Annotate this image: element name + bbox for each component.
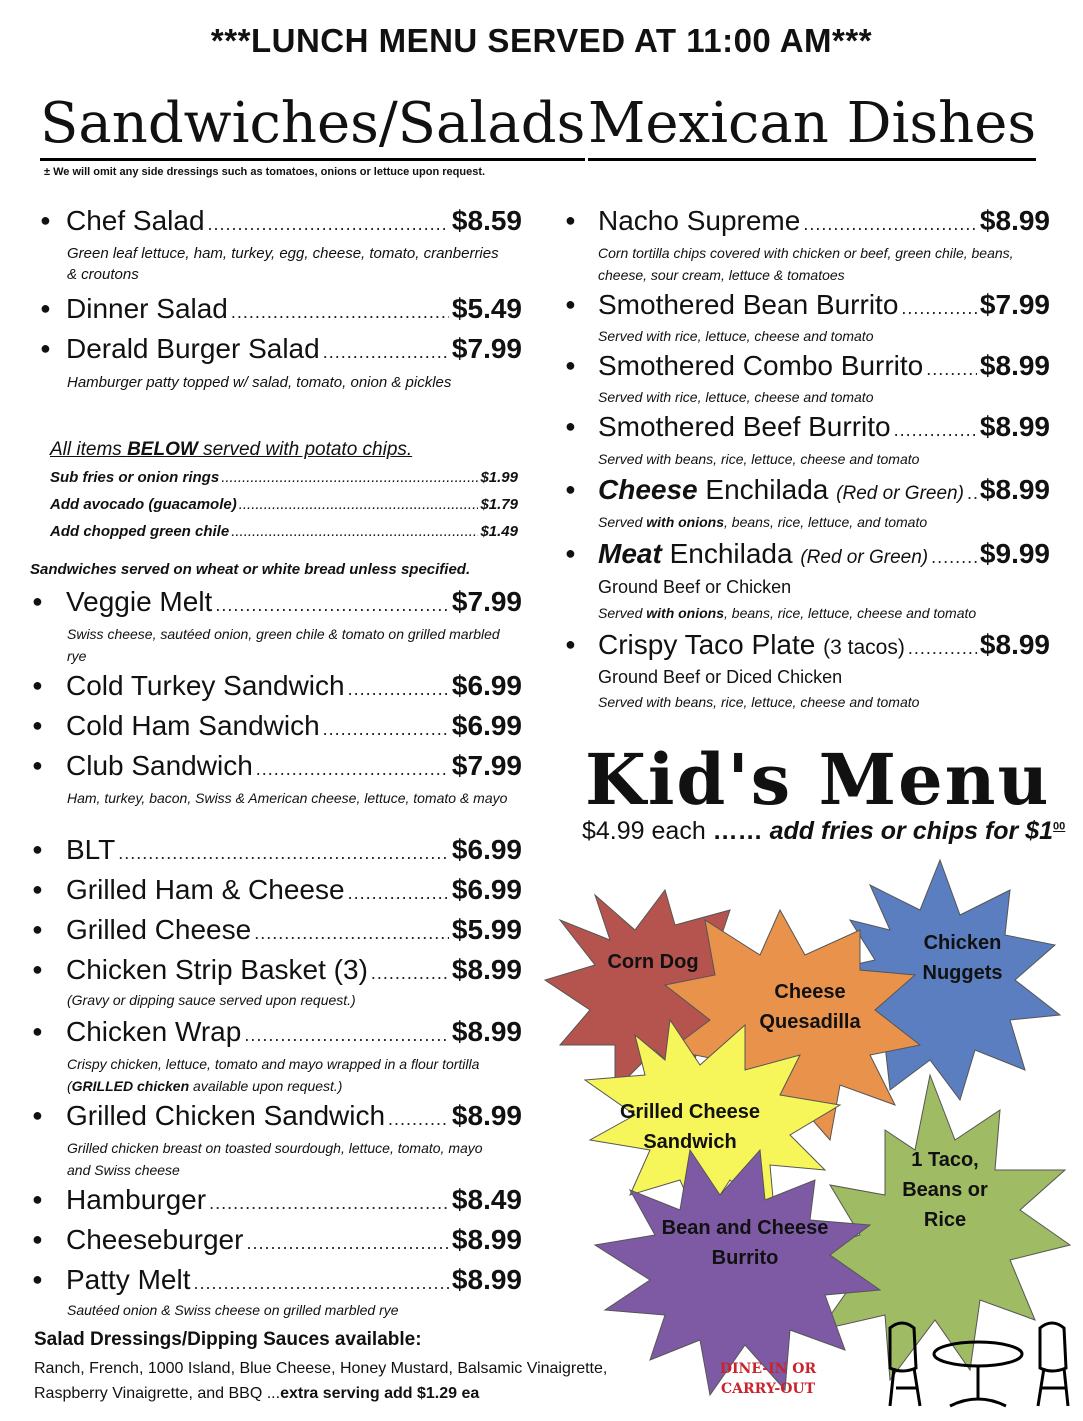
bullet-icon: ● <box>565 355 576 375</box>
item-name: Smothered Beef Burrito <box>598 411 891 442</box>
item-name: Smothered Bean Burrito <box>598 289 899 320</box>
item-name: Grilled Cheese <box>66 914 252 945</box>
item-name: Chicken Strip Basket (3) <box>66 954 368 985</box>
item-price: $8.99 <box>979 474 1050 505</box>
bullet-icon: ● <box>32 755 43 775</box>
item-subtitle: Ground Beef or Diced Chicken <box>598 667 843 687</box>
menu-item <box>32 586 522 618</box>
bullet-icon: ● <box>32 715 43 735</box>
item-price: $8.99 <box>979 205 1050 236</box>
item-description: Hamburger patty topped w/ salad, tomato, onion & pickles <box>67 374 452 391</box>
menu-item <box>32 954 522 986</box>
menu-item <box>32 1264 522 1296</box>
item-price: $6.99 <box>451 874 522 905</box>
item-price: $5.99 <box>451 914 522 945</box>
menu-item <box>32 1016 522 1048</box>
item-description: Green leaf lettuce, ham, turkey, egg, cheese, tomato, cranberries & croutons <box>67 245 499 283</box>
item-name: Cold Turkey Sandwich <box>66 670 345 701</box>
item-price: $6.99 <box>451 670 522 701</box>
burst-label: Bean and Cheese Burrito <box>661 1217 829 1269</box>
item-description: Served with beans, rice, lettuce, cheese and tomato <box>598 694 920 710</box>
item-name: Veggie Melt <box>66 586 213 617</box>
item-price: $7.99 <box>451 586 522 617</box>
item-name: Crispy Taco Plate (3 tacos) <box>598 629 905 660</box>
item-name: Meat Enchilada (Red or Green) <box>598 538 929 569</box>
item-price: $8.99 <box>451 1100 522 1131</box>
menu-item <box>32 710 522 742</box>
menu-item <box>565 538 1050 570</box>
sandwiches-heading: Sandwiches/Salads <box>40 92 585 161</box>
menu-item <box>32 750 522 782</box>
menu-item <box>32 670 522 702</box>
item-description: (Gravy or dipping sauce served upon request.) <box>67 992 356 1008</box>
item-price: $8.99 <box>451 954 522 985</box>
item-description: Ham, turkey, bacon, Swiss & American cheese, lettuce, tomato & mayo <box>67 790 508 806</box>
item-description: Served with rice, lettuce, cheese and tomato <box>598 389 874 405</box>
menu-item <box>32 1224 522 1256</box>
mexican-heading: Mexican Dishes <box>588 92 1036 161</box>
burst-label: Grilled Cheese Sandwich <box>619 1101 761 1153</box>
item-description: Served with beans, rice, lettuce, cheese and tomato <box>598 451 920 467</box>
item-name: Chef Salad <box>66 205 205 236</box>
bullet-icon: ● <box>40 210 51 230</box>
item-name: Chicken Wrap <box>66 1016 242 1047</box>
bullet-icon: ● <box>32 959 43 979</box>
item-name: Grilled Ham & Cheese <box>66 874 345 905</box>
menu-item <box>565 205 1050 237</box>
item-name: BLT <box>66 834 116 865</box>
bullet-icon: ● <box>32 675 43 695</box>
burst-label: Cheese Quesadilla <box>759 981 861 1033</box>
item-price: $8.99 <box>979 411 1050 442</box>
item-price: $5.49 <box>451 293 522 324</box>
bullet-icon: ● <box>32 839 43 859</box>
menu-item <box>565 289 1050 321</box>
bullet-icon: ● <box>40 338 51 358</box>
item-name: Smothered Combo Burrito <box>598 350 924 381</box>
bread-note: Sandwiches served on wheat or white bread unless specified. <box>30 561 471 578</box>
item-name: Grilled Chicken Sandwich <box>66 1100 386 1131</box>
bullet-icon: ● <box>32 1269 43 1289</box>
omit-note: ± We will omit any side dressings such as tomatoes, onions or lettuce upon request. <box>44 166 486 178</box>
dressings-list: Ranch, French, 1000 Island, Blue Cheese, Honey Mustard, Balsamic Vinaigrette, Raspberry Vinaigrette, and BBQ ...extra serving add $1.29 ea <box>34 1360 608 1402</box>
menu-item <box>565 350 1050 382</box>
lunch-banner: ***LUNCH MENU SERVED AT 11:00 AM*** <box>210 22 873 59</box>
bullet-icon: ● <box>40 298 51 318</box>
bullet-icon: ● <box>32 1021 43 1041</box>
item-description: Swiss cheese, sautéed onion, green chile & tomato on grilled marbled rye <box>67 626 500 664</box>
item-description: Served with onions, beans, rice, lettuce, and tomato <box>598 514 928 530</box>
item-price: $9.99 <box>979 538 1050 569</box>
menu-item <box>32 1184 522 1216</box>
bullet-icon: ● <box>32 1189 43 1209</box>
burst-label: 1 Taco, Beans or Rice <box>902 1149 988 1231</box>
burst-label: Chicken Nuggets <box>922 932 1003 984</box>
item-name: Dinner Salad <box>66 293 228 324</box>
menu-item <box>565 411 1050 443</box>
menu-item <box>40 205 522 237</box>
menu-item <box>32 1100 522 1132</box>
addon-row: Add avocado (guacamole) ..... $1.79 <box>50 496 518 513</box>
menu-item <box>40 293 522 325</box>
item-price: $8.99 <box>451 1016 522 1047</box>
bullet-icon: ● <box>32 1105 43 1125</box>
item-price: $8.49 <box>451 1184 522 1215</box>
menu-item <box>565 474 1050 506</box>
bullet-icon: ● <box>32 591 43 611</box>
addon-row: Sub fries or onion rings ..... $1.99 <box>50 469 518 486</box>
item-description: Served with rice, lettuce, cheese and tomato <box>598 328 874 344</box>
item-name: Cheese Enchilada (Red or Green) <box>598 474 964 505</box>
dine-in-label: DINE-IN OR CARRY-OUT <box>719 1361 817 1397</box>
kids-price-line: $4.99 each …… add fries or chips for $\$1^{00}$ <box>582 817 1066 845</box>
dressings-title: Salad Dressings/Dipping Sauces available: <box>34 1329 422 1350</box>
item-name: Club Sandwich <box>66 750 253 781</box>
menu-item <box>32 834 522 866</box>
leader-dots <box>231 302 449 323</box>
item-price: $7.99 <box>451 333 522 364</box>
menu-item <box>565 629 1050 661</box>
bullet-icon: ● <box>565 543 576 563</box>
item-name: Cheeseburger <box>66 1224 244 1255</box>
bullet-icon: ● <box>32 879 43 899</box>
table-chairs-icon <box>880 1318 1075 1413</box>
item-description: Crispy chicken, lettuce, tomato and mayo wrapped in a flour tortilla (GRILLED chicken available upon request.) <box>67 1056 480 1094</box>
item-description: Grilled chicken breast on toasted sourdough, lettuce, tomato, mayo and Swiss cheese <box>67 1140 483 1178</box>
bullet-icon: ● <box>565 294 576 314</box>
kids-menu-heading: Kid's Menu <box>585 738 1051 821</box>
bullet-icon: ● <box>565 634 576 654</box>
menu-item <box>32 914 522 946</box>
bullet-icon: ● <box>565 479 576 499</box>
item-price: $8.59 <box>451 205 522 236</box>
item-description: Served with onions, beans, rice, lettuce, cheese and tomato <box>598 605 977 621</box>
bullet-icon: ● <box>32 1229 43 1249</box>
item-subtitle: Ground Beef or Chicken <box>598 577 792 597</box>
item-price: $6.99 <box>451 834 522 865</box>
bullet-icon: ● <box>565 416 576 436</box>
item-name: Cold Ham Sandwich <box>66 710 320 741</box>
item-price: $7.99 <box>451 750 522 781</box>
item-price: $8.99 <box>451 1224 522 1255</box>
item-name: Hamburger <box>66 1184 207 1215</box>
leader-dots <box>323 342 449 363</box>
item-price: $8.99 <box>451 1264 522 1295</box>
item-price: $7.99 <box>979 289 1050 320</box>
menu-item <box>32 874 522 906</box>
bullet-icon: ● <box>32 919 43 939</box>
item-price: $8.99 <box>979 629 1050 660</box>
leader-dots <box>208 214 449 235</box>
item-description: Sautéed onion & Swiss cheese on grilled marbled rye <box>67 1302 399 1318</box>
item-name: Patty Melt <box>66 1264 191 1295</box>
item-price: $8.99 <box>979 350 1050 381</box>
item-description: Corn tortilla chips covered with chicken or beef, green chile, beans, cheese, sour cream, lettuce & tomatoes <box>598 245 1014 283</box>
item-name: Nacho Supreme <box>598 205 801 236</box>
menu-item <box>40 333 522 365</box>
item-price: $6.99 <box>451 710 522 741</box>
burst-label: Corn Dog <box>607 951 699 973</box>
item-name: Derald Burger Salad <box>66 333 320 364</box>
bullet-icon: ● <box>565 210 576 230</box>
chips-note: All items BELOW served with potato chips. <box>50 439 413 460</box>
addon-row: Add chopped green chile ..... $1.49 <box>50 523 518 540</box>
